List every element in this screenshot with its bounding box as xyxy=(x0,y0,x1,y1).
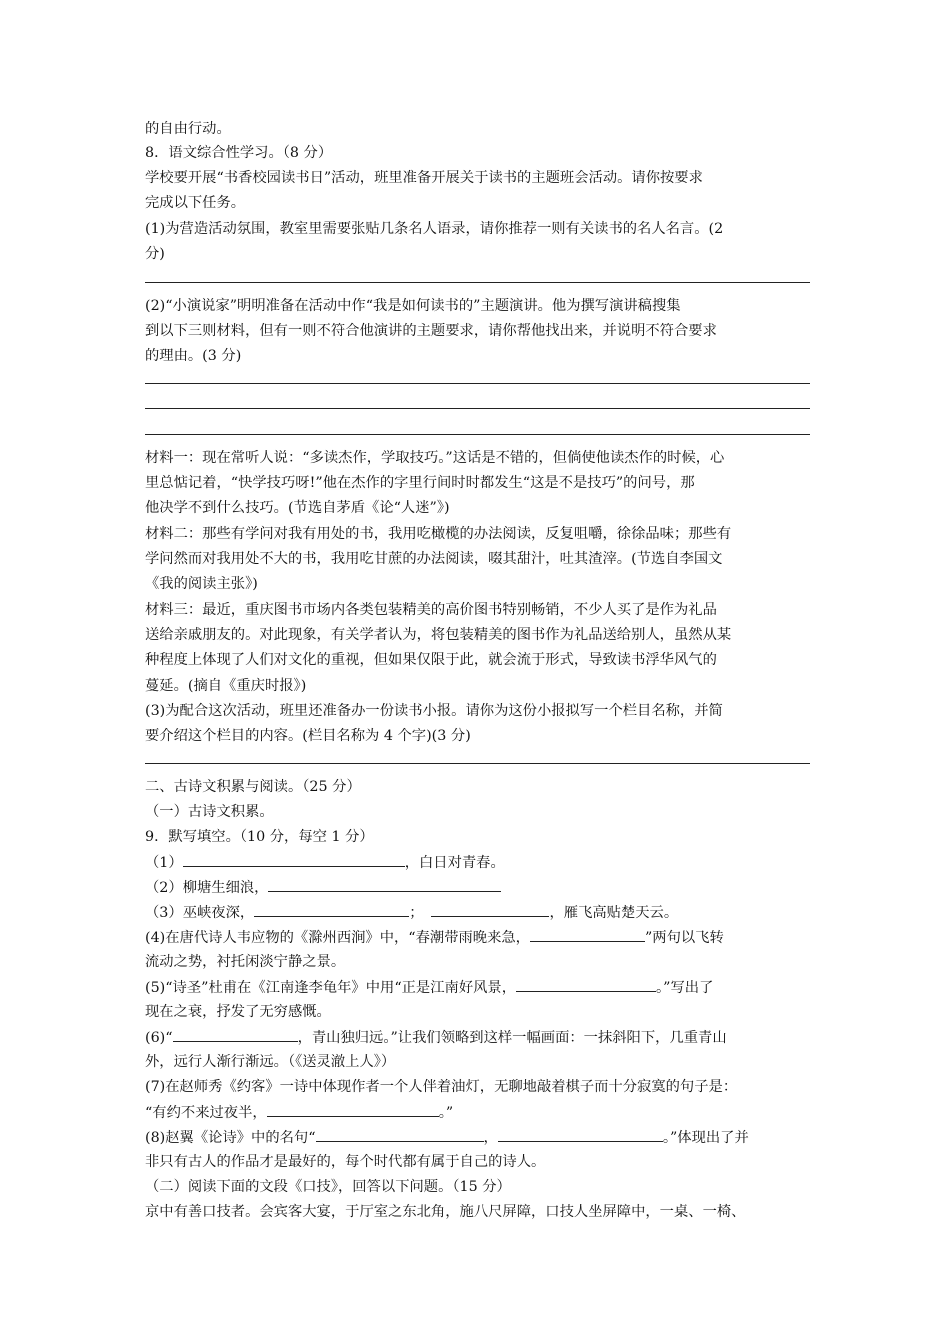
blank-line xyxy=(183,851,405,867)
blank-line xyxy=(254,901,409,917)
task-2: (2)“小演说家”明明准备在活动中作“我是如何读书的”主题演讲。他为撰写演讲稿搜集 xyxy=(145,298,681,314)
item-text: (6)“ xyxy=(145,1030,173,1046)
fill-item-6 xyxy=(145,1026,727,1047)
answer-line xyxy=(145,434,810,435)
item-text: 。”写出了 xyxy=(656,980,714,996)
text-line: 学问然而对我用处不大的书，我用吃甘蔗的办法阅读，啜其甜汁，吐其渣滓。(节选自李国文 xyxy=(145,551,723,567)
task-3: (3)为配合这次活动，班里还准备办一份读书小报。请你为这份小报拟写一个栏目名称，并简 xyxy=(145,703,723,719)
blank-line xyxy=(267,1101,439,1117)
item-text: (8)赵翼《论诗》中的名句“ xyxy=(145,1130,316,1146)
text-line: 现在之衰，抒发了无穷感慨。 xyxy=(145,1004,331,1020)
fill-item-7: (7)在赵师秀《约客》一诗中体现作者一个人伴着油灯，无聊地敲着棋子而十分寂寞的句子是： xyxy=(145,1079,738,1095)
item-text: ”两句以飞转 xyxy=(644,930,724,946)
subsection-heading: （一）古诗文积累。 xyxy=(145,804,274,820)
fill-item-4 xyxy=(145,926,724,947)
item-text: ， xyxy=(483,1130,498,1146)
task-1: (1)为营造活动氛围，教室里需要张贴几条名人语录，请你推荐一则有关读书的名人名言。(2 xyxy=(145,221,724,237)
blank-line xyxy=(173,1026,298,1042)
fill-item-3 xyxy=(145,901,678,922)
section-2-heading: 二、古诗文积累与阅读。（25 分） xyxy=(145,779,361,795)
answer-line xyxy=(145,763,810,764)
material-3: 材料三：最近，重庆图书市场内各类包装精美的高价图书特别畅销，不少人买了是作为礼品 xyxy=(145,602,717,618)
question-8-heading: 8．语文综合性学习。（8 分） xyxy=(145,145,333,161)
text-line: 流动之势，衬托闲淡宁静之景。 xyxy=(145,954,346,970)
text-line: 分) xyxy=(145,246,165,262)
answer-line xyxy=(145,282,810,283)
text-line: 送给亲戚朋友的。对此现象，有关学者认为，将包装精美的图书作为礼品送给别人，虽然从某 xyxy=(145,627,732,643)
text-line: 《我的阅读主张》) xyxy=(145,576,258,592)
text-line: 非只有古人的作品才是最好的，每个时代都有属于自己的诗人。 xyxy=(145,1154,546,1170)
material-2: 材料二：那些有学问对我有用处的书，我用吃橄榄的办法阅读，反复咀嚼，徐徐品味；那些有 xyxy=(145,526,732,542)
blank-line xyxy=(431,901,549,917)
item-text: (5)“诗圣”杜甫在《江南逢李龟年》中用“正是江南好风景， xyxy=(145,980,517,996)
text-line: 蔓延。(摘自《重庆时报》) xyxy=(145,678,307,694)
subsection-heading: （二）阅读下面的文段《口技》，回答以下问题。（15 分） xyxy=(145,1179,511,1195)
item-text: （1） xyxy=(145,855,183,871)
item-text: ，白日对青春。 xyxy=(404,855,505,871)
text-line: 他决学不到什么技巧。(节选自茅盾《论“人迷”》) xyxy=(145,500,450,516)
item-text: ，雁飞高贴楚天云。 xyxy=(549,905,679,921)
item-text: （3）巫峡夜深， xyxy=(145,905,255,921)
text-line: 到以下三则材料，但有一则不符合他演讲的主题要求，请你帮他找出来，并说明不符合要求 xyxy=(145,323,717,339)
question-9-heading: 9．默写填空。（10 分，每空 1 分） xyxy=(145,829,374,845)
item-text: ； xyxy=(409,905,424,921)
text-line: 的理由。(3 分) xyxy=(145,348,242,364)
fill-item-1 xyxy=(145,851,505,872)
fill-item-5 xyxy=(145,976,713,997)
text-line: 的自由行动。 xyxy=(145,121,231,137)
fill-item-7-line xyxy=(145,1101,453,1122)
passage-text: 京中有善口技者。会宾客大宴，于厅室之东北角，施八尺屏障，口技人坐屏障中，一桌、一椅、 xyxy=(145,1204,746,1220)
answer-line xyxy=(145,408,810,409)
blank-line xyxy=(516,976,656,992)
text-line: 要介绍这个栏目的内容。(栏目名称为 4 个字)(3 分) xyxy=(145,728,471,744)
blank-line xyxy=(316,1126,484,1142)
blank-line xyxy=(268,876,501,892)
item-text: 。” xyxy=(438,1105,454,1121)
fill-item-8 xyxy=(145,1126,749,1147)
text-line: 学校要开展“书香校园读书日”活动，班里准备开展关于读书的主题班会活动。请你按要求 xyxy=(145,170,703,186)
item-text: 。”体现出了并 xyxy=(662,1130,749,1146)
item-text: (4)在唐代诗人韦应物的《滁州西涧》中，“春潮带雨晚来急， xyxy=(145,930,530,946)
item-text: “有约不来过夜半， xyxy=(145,1105,267,1121)
answer-line xyxy=(145,383,810,384)
blank-line xyxy=(530,926,645,942)
fill-item-2 xyxy=(145,876,501,897)
item-text: （2）柳塘生细浪， xyxy=(145,880,269,896)
item-text: ，青山独归远。”让我们领略到这样一幅画面：一抹斜阳下，几重青山 xyxy=(297,1030,727,1046)
text-line: 种程度上体现了人们对文化的重视，但如果仅限于此，就会流于形式，导致读书浮华风气的 xyxy=(145,652,717,668)
material-1: 材料一：现在常听人说：“多读杰作，学取技巧。”这话是不错的，但倘使他读杰作的时候，心 xyxy=(145,450,725,466)
blank-line xyxy=(498,1126,663,1142)
text-line: 完成以下任务。 xyxy=(145,195,246,211)
text-line: 外，远行人渐行渐远。（《送灵澈上人》） xyxy=(145,1054,396,1070)
text-line: 里总惦记着，“快学技巧呀!”他在杰作的字里行间时时都发生“这是不是技巧”的问号，那 xyxy=(145,475,695,491)
